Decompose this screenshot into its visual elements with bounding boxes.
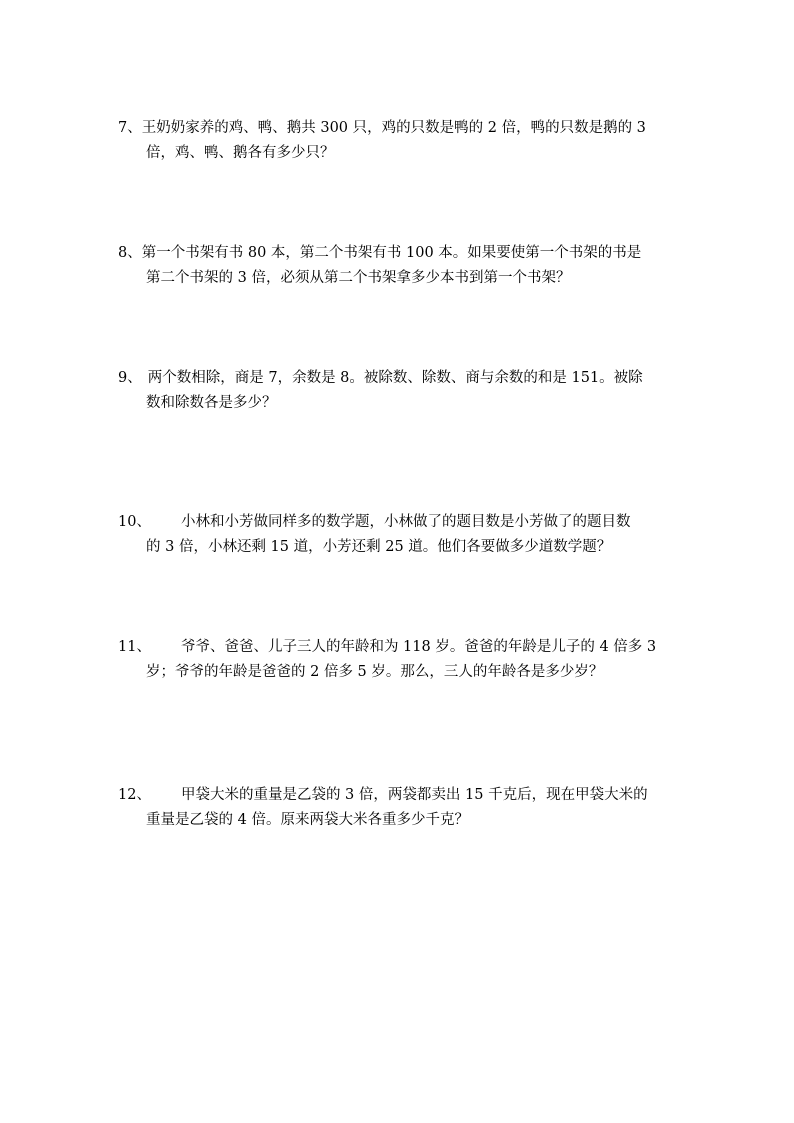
problem-text-continued: 数和除数各是多少？ <box>146 395 277 411</box>
problem-text: 王奶奶家养的鸡、鸭、鹅共 300 只，鸡的只数是鸭的 2 倍，鸭的只数是鹅的 3 <box>141 120 646 136</box>
problem-text: 第一个书架有书 80 本，第二个书架有书 100 本。如果要使第一个书架的书是 <box>141 245 642 261</box>
problem-7 <box>118 116 678 166</box>
problem-line-1 <box>118 366 678 391</box>
problem-9 <box>118 366 678 416</box>
problem-text: 爷爷、爸爸、儿子三人的年龄和为 118 岁。爸爸的年龄是儿子的 4 倍多 3 <box>180 639 657 655</box>
problem-8 <box>118 241 678 291</box>
problem-number: 9、 <box>118 370 142 386</box>
problem-11 <box>118 635 678 685</box>
problem-line-1 <box>118 783 678 808</box>
problem-text-continued: 倍，鸡、鸭、鹅各有多少只？ <box>146 145 335 161</box>
problem-text-continued: 第二个书架的 3 倍，必须从第二个书架拿多少本书到第一个书架？ <box>146 270 571 286</box>
problem-12 <box>118 783 678 833</box>
problem-number: 11、 <box>118 639 151 655</box>
problem-text: 两个数相除，商是 7，余数是 8。被除数、除数、商与余数的和是 151。被除 <box>147 370 643 386</box>
problem-number: 10、 <box>118 514 151 530</box>
problem-text-continued: 重量是乙袋的 4 倍。原来两袋大米各重多少千克？ <box>146 812 469 828</box>
problem-line-1 <box>118 241 678 266</box>
problem-10 <box>118 510 678 560</box>
problem-text: 甲袋大米的重量是乙袋的 3 倍，两袋都卖出 15 千克后，现在甲袋大米的 <box>180 787 648 803</box>
problem-text-continued: 的 3 倍，小林还剩 15 道，小芳还剩 25 道。他们各要做多少道数学题？ <box>146 539 612 555</box>
problem-number: 8、 <box>118 245 142 261</box>
problem-text-continued: 岁；爷爷的年龄是爸爸的 2 倍多 5 岁。那么，三人的年龄各是多少岁？ <box>146 664 604 680</box>
problem-number: 7、 <box>118 120 142 136</box>
problem-line-1 <box>118 510 678 535</box>
problem-number: 12、 <box>118 787 151 803</box>
problem-line-1 <box>118 635 678 660</box>
problem-text: 小林和小芳做同样多的数学题，小林做了的题目数是小芳做了的题目数 <box>180 514 631 530</box>
problem-line-1 <box>118 116 678 141</box>
